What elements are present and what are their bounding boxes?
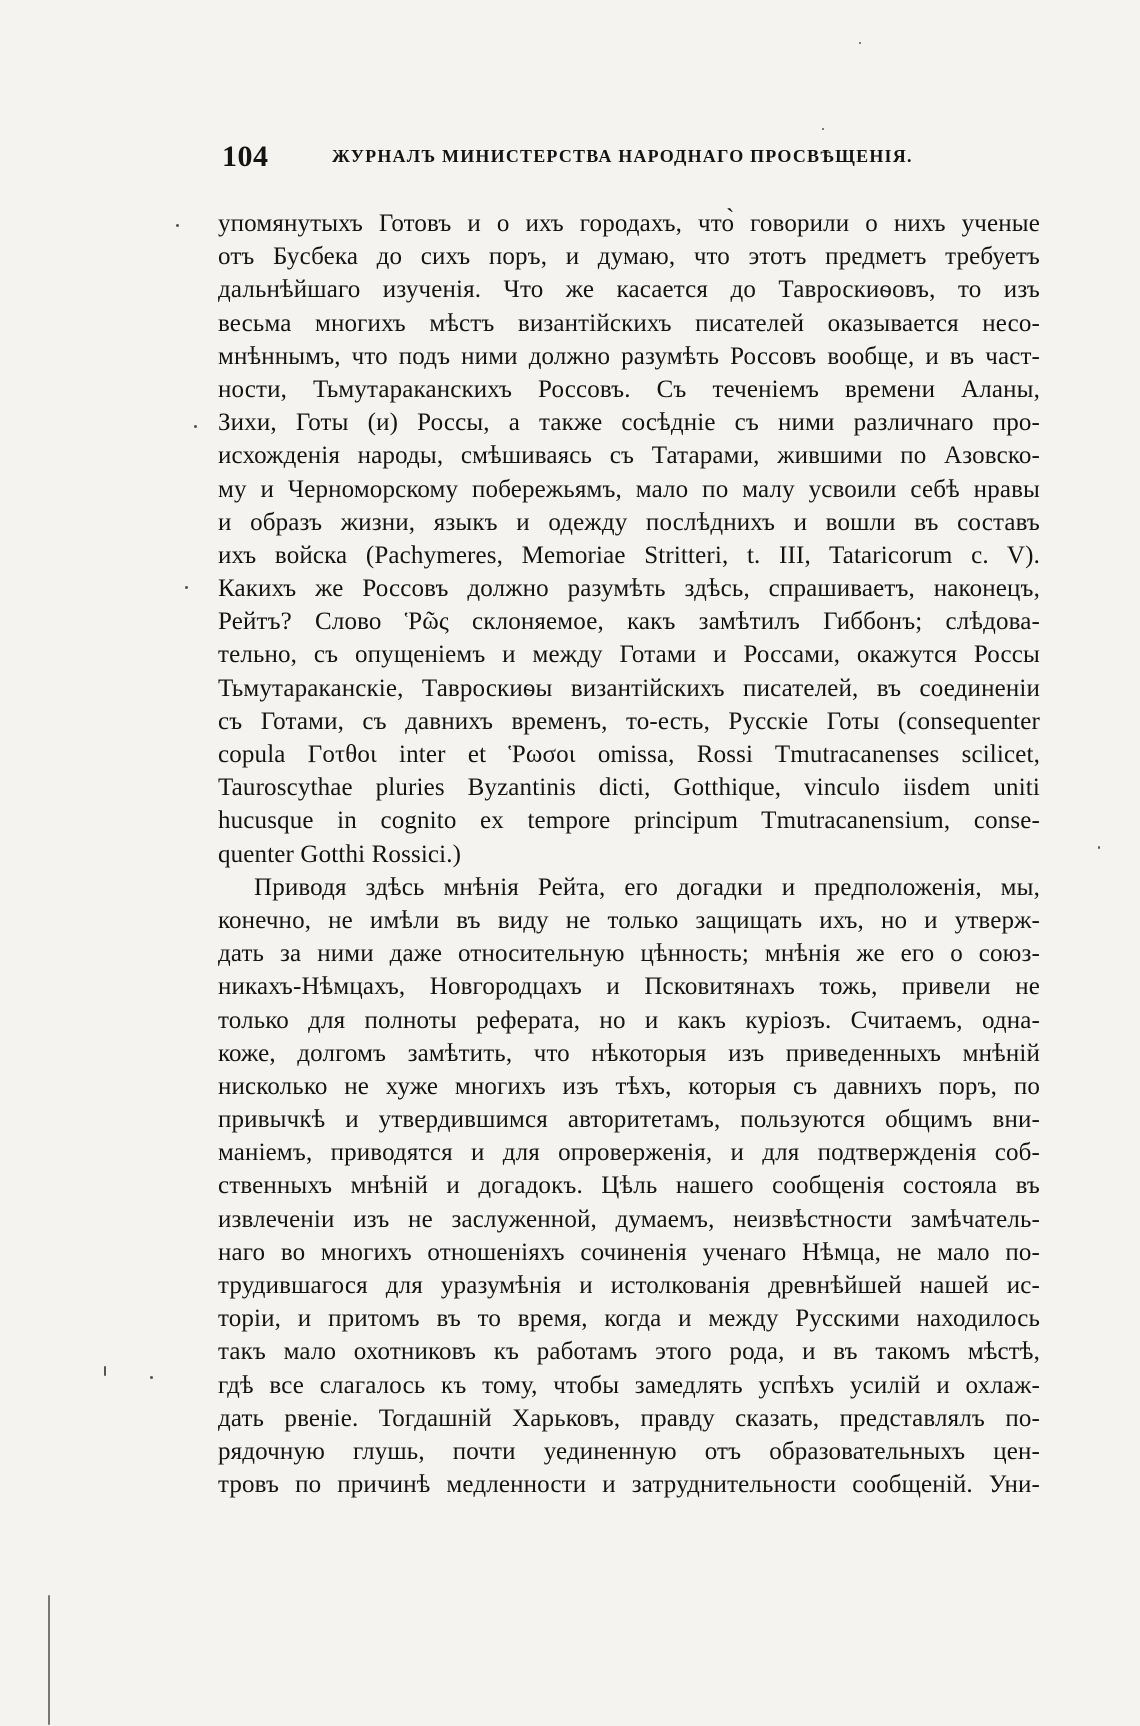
scan-speck	[185, 586, 188, 589]
text-line: маніемъ, приводятся и для опроверженія, и для подтвержденія соб-	[218, 1139, 1040, 1167]
text-line: упомянутыхъ Готовъ и о ихъ городахъ, что̀ говорили о нихъ ученые	[218, 210, 1040, 237]
text-line: конечно, не имѣли въ виду не только защищать ихъ, но и утверж-	[218, 906, 1040, 934]
text-line: никахъ-Нѣмцахъ, Новгородцахъ и Псковитянахъ тожь, привели не	[218, 973, 1040, 1001]
text-line: извлеченіи изъ не заслуженной, думаемъ, неизвѣстности замѣчатель-	[218, 1205, 1040, 1233]
text-line: исхожденія народы, смѣшиваясь съ Татарами, жившими по Азовско-	[218, 442, 1040, 470]
text-line: тельно, съ опущеніемъ и между Готами и Россами, окажутся Россы	[218, 641, 1040, 669]
text-line: гдѣ все слагалось къ тому, чтобы замедлять успѣхъ усилій и охлаж-	[218, 1371, 1040, 1399]
scan-speck	[150, 1376, 153, 1379]
text-line: Зихи, Готы (и) Россы, а также сосѣдніе съ ними различнаго про-	[218, 409, 1040, 437]
page-header	[222, 140, 1042, 180]
text-line: copula Γοτθοι inter et Ῥωσοι omissa, Rossi Tmutracanenses scilicet,	[218, 741, 1040, 768]
text-line: Рейтъ? Слово Ῥῶς склоняемое, какъ замѣтилъ Гиббонъ; слѣдова-	[218, 608, 1040, 636]
text-line: quenter Gotthi Rossici.)	[218, 840, 462, 868]
scan-speck	[176, 224, 179, 227]
body-text	[218, 207, 1040, 1501]
text-line: нисколько не хуже многихъ изъ тѣхъ, которыя съ давнихъ поръ, по	[218, 1072, 1040, 1100]
text-line: Тьмутараканскіе, Тавроскиѳы византійскихъ писателей, въ соединеніи	[218, 674, 1040, 702]
text-line: торіи, и притомъ въ то время, когда и между Русскими находилось	[218, 1305, 1040, 1333]
text-line: весьма многихъ мѣстъ византійскихъ писателей оказывается несо-	[218, 309, 1040, 337]
scan-speck	[859, 42, 861, 44]
text-line: съ Готами, съ давнихъ временъ, то-есть, Русскіе Готы (consequenter	[218, 707, 1040, 735]
text-line: рядочную глушь, почти уединенную отъ образовательныхъ цен-	[218, 1437, 1040, 1465]
text-line: дать за ними даже относительную цѣнность; мнѣнія же его о союз-	[218, 940, 1040, 968]
text-line: ихъ войска (Pachymeres, Memoriae Stritteri, t. III, Tataricorum c. V).	[218, 541, 1040, 569]
scan-speck	[822, 128, 824, 130]
text-line: коже, долгомъ замѣтить, что нѣкоторыя изъ приведенныхъ мнѣній	[218, 1039, 1040, 1067]
scan-speck	[104, 1366, 106, 1376]
text-line: ственныхъ мнѣній и догадокъ. Цѣль нашего сообщенія состояла въ	[218, 1172, 1040, 1200]
text-line: такъ мало охотниковъ къ работамъ этого рода, и въ такомъ мѣстѣ,	[218, 1338, 1040, 1366]
scan-speck	[48, 1595, 50, 1725]
scan-speck	[194, 425, 197, 428]
text-line: тровъ по причинѣ медленности и затруднительности сообщеній. Уни-	[218, 1471, 1040, 1499]
scan-speck	[1098, 846, 1100, 849]
text-line: мнѣннымъ, что подъ ними должно разумѣть Россовъ вообще, и въ част-	[218, 342, 1040, 370]
text-line: привычкѣ и утвердившимся авторитетамъ, пользуются общимъ вни-	[218, 1106, 1040, 1134]
text-line: дать рвеніе. Тогдашній Харьковъ, правду сказать, представлялъ по-	[218, 1404, 1040, 1432]
text-line: и образъ жизни, языкъ и одежду послѣднихъ и вошли въ составъ	[218, 508, 1040, 536]
text-line: отъ Бусбека до сихъ поръ, и думаю, что этотъ предметъ требуетъ	[218, 243, 1040, 271]
text-line: наго во многихъ отношеніяхъ сочиненія ученаго Нѣмца, не мало по-	[218, 1238, 1040, 1266]
text-line: Какихъ же Россовъ должно разумѣть здѣсь, спрашиваетъ, наконецъ,	[218, 575, 1040, 603]
text-line: Приводя здѣсь мнѣнія Рейта, его догадки и предположенія, мы,	[254, 873, 1040, 901]
page-number: 104	[222, 140, 269, 173]
text-line: только для полноты реферата, но и какъ куріозъ. Считаемъ, одна-	[218, 1006, 1040, 1034]
text-line: ности, Тьмутараканскихъ Россовъ. Съ теченіемъ времени Аланы,	[218, 375, 1040, 403]
text-line: дальнѣйшаго изученія. Что же касается до Тавроскиѳовъ, то изъ	[218, 276, 1040, 304]
running-title: ЖУРНАЛЪ МИНИСТЕРСТВА НАРОДНАГО ПРОСВѢЩЕНІЯ.	[332, 146, 913, 166]
text-line: hucusque in cognito ex tempore principum Tmutracanensium, conse-	[218, 807, 1040, 835]
text-line: му и Черноморскому побережьямъ, мало по малу усвоили себѣ нравы	[218, 475, 1040, 503]
text-line: Tauroscythae pluries Byzantinis dicti, Gotthique, vinculo iisdem uniti	[218, 774, 1040, 802]
text-line: трудившагося для уразумѣнія и истолкованія древнѣйшей нашей ис-	[218, 1272, 1040, 1299]
